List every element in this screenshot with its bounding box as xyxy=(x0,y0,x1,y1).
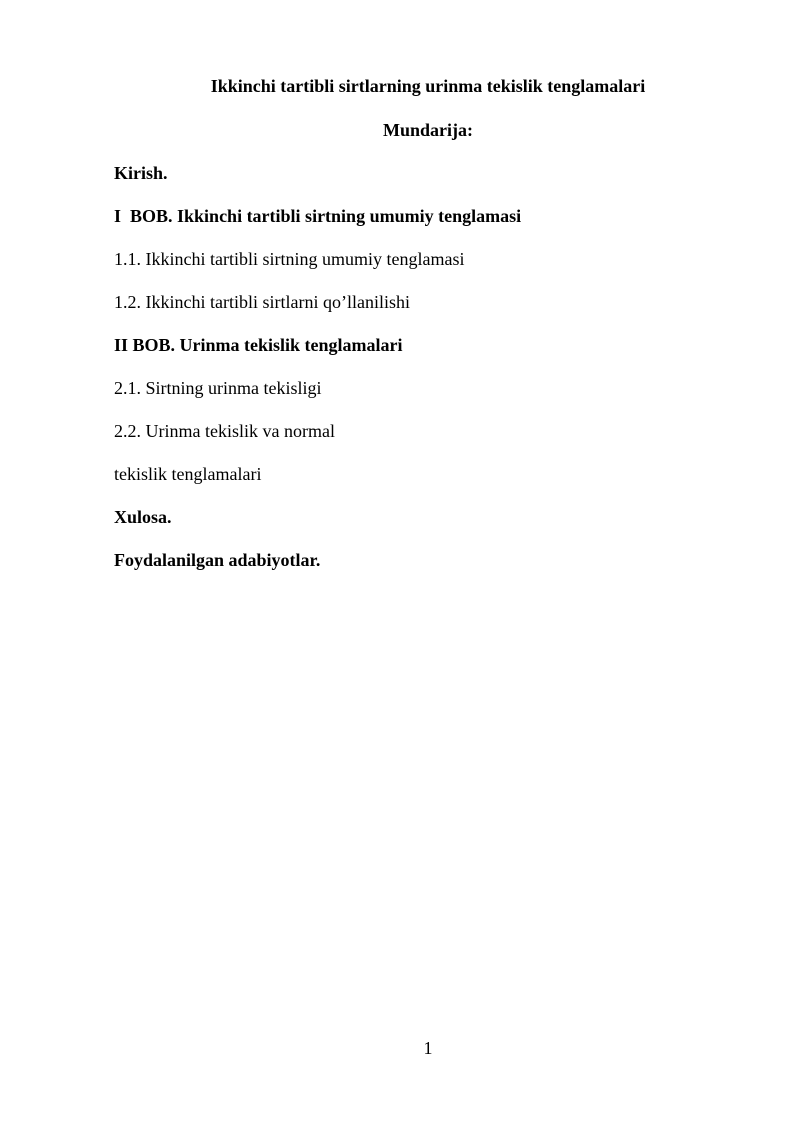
document-title: Ikkinchi tartibli sirtlarning urinma tekislik tenglamalari xyxy=(210,76,646,96)
toc-intro: Kirish. xyxy=(114,163,168,183)
toc-chapter-2: II BOB. Urinma tekislik tenglamalari xyxy=(114,335,403,355)
table-of-contents xyxy=(114,163,734,593)
toc-section-2-2-continued: tekislik tenglamalari xyxy=(114,464,262,484)
toc-section-2-2: 2.2. Urinma tekislik va normal xyxy=(114,421,335,441)
toc-section-1-1: 1.1. Ikkinchi tartibli sirtning umumiy tenglamasi xyxy=(114,249,465,269)
toc-conclusion: Xulosa. xyxy=(114,507,172,527)
contents-heading: Mundarija: xyxy=(383,120,473,140)
toc-references: Foydalanilgan adabiyotlar. xyxy=(114,550,321,570)
toc-chapter-1-title: BOB. Ikkinchi tartibli sirtning umumiy tenglamasi xyxy=(130,206,522,226)
toc-section-1-2: 1.2. Ikkinchi tartibli sirtlarni qo’llanilishi xyxy=(114,292,410,312)
toc-chapter-1 xyxy=(114,206,734,227)
page-number: 1 xyxy=(423,1038,433,1058)
toc-section-2-1: 2.1. Sirtning urinma tekisligi xyxy=(114,378,322,398)
toc-chapter-1-number: I xyxy=(114,206,122,226)
